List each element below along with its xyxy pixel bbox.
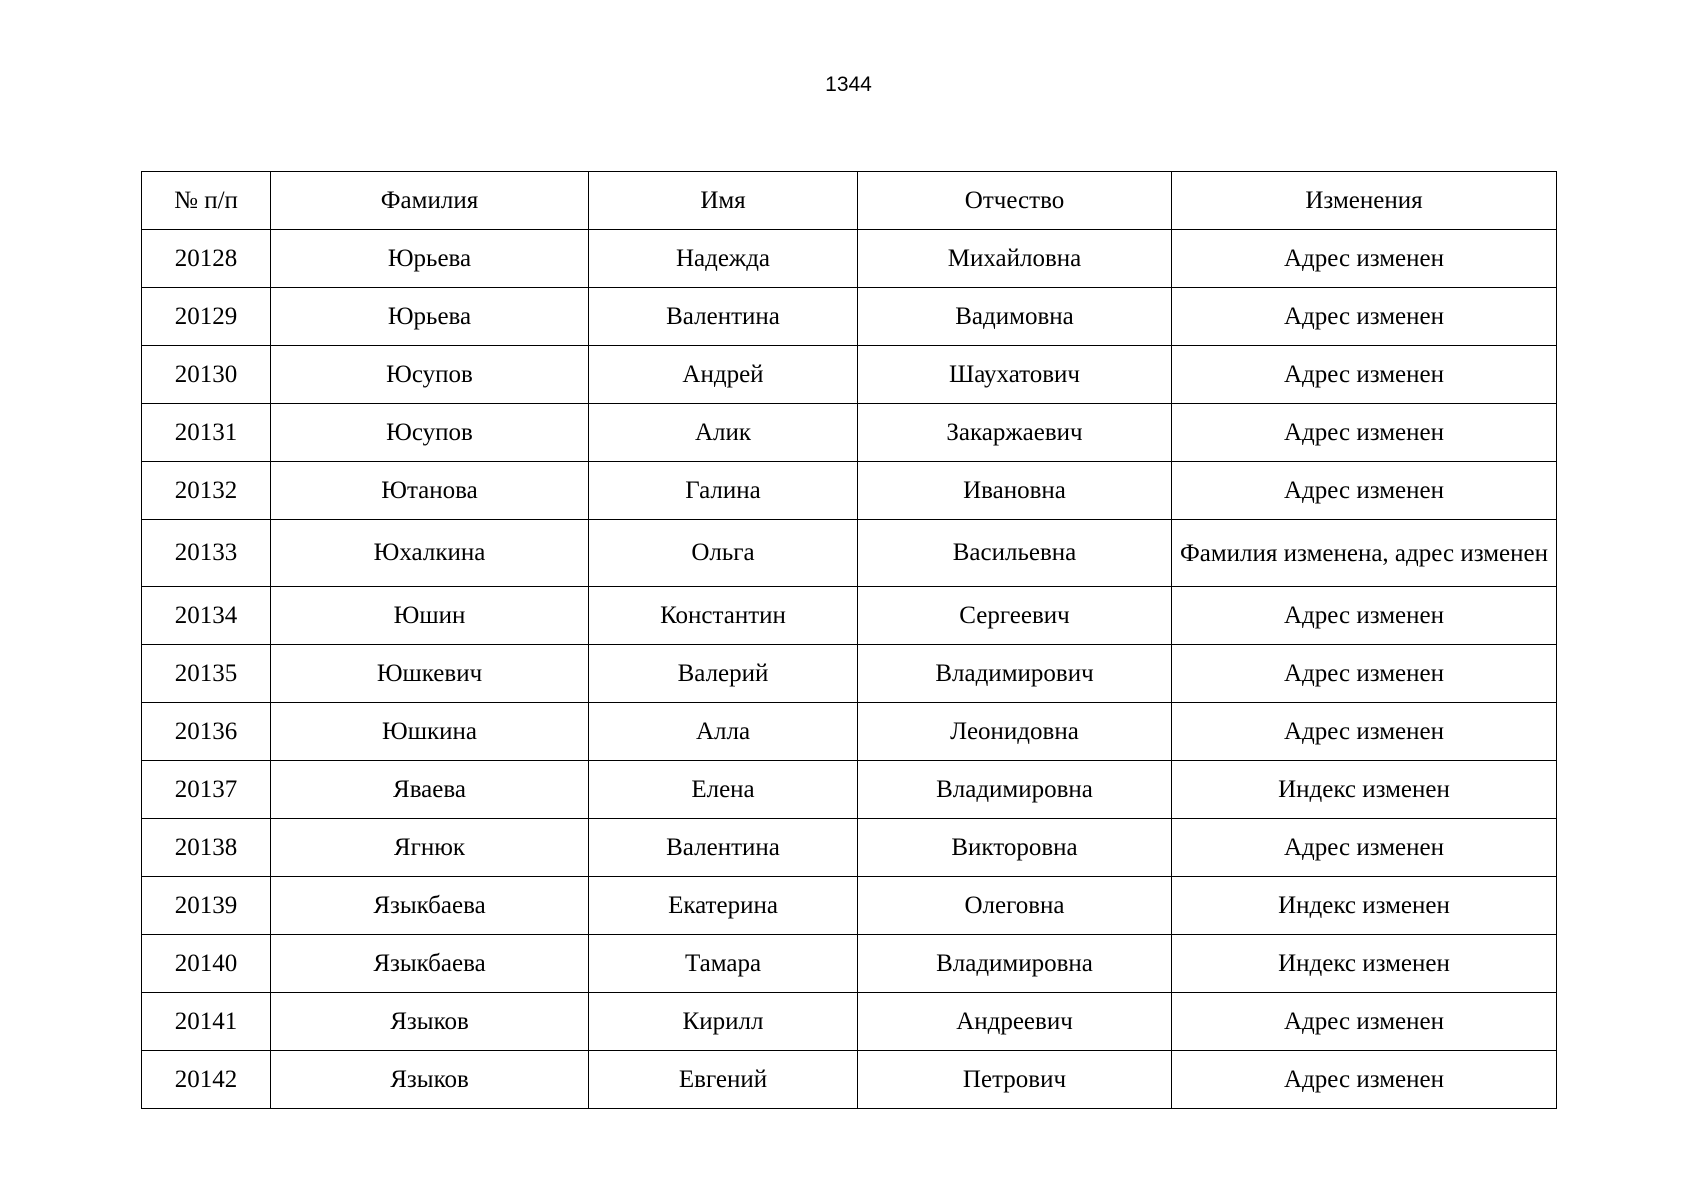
cell-patronymic: Шаухатович [858,346,1172,404]
cell-surname: Юхалкина [271,520,589,587]
cell-number: 20135 [142,645,271,703]
cell-changes: Адрес изменен [1172,404,1557,462]
cell-changes: Адрес изменен [1172,288,1557,346]
table-row [142,520,1557,587]
cell-patronymic: Васильевна [858,520,1172,587]
cell-first-name: Екатерина [589,877,858,935]
cell-surname: Юрьева [271,288,589,346]
header-surname: Фамилия [271,172,589,230]
cell-number: 20133 [142,520,271,587]
cell-patronymic: Петрович [858,1051,1172,1109]
page-number: 1344 [825,73,872,96]
cell-number: 20141 [142,993,271,1051]
table-row [142,404,1557,462]
cell-number: 20128 [142,230,271,288]
registry-table [141,171,1557,1109]
cell-number: 20136 [142,703,271,761]
cell-changes: Фамилия изменена, адрес изменен [1172,520,1557,587]
cell-surname: Ягнюк [271,819,589,877]
cell-changes: Адрес изменен [1172,462,1557,520]
cell-changes: Адрес изменен [1172,587,1557,645]
cell-number: 20138 [142,819,271,877]
cell-first-name: Галина [589,462,858,520]
cell-first-name: Ольга [589,520,858,587]
cell-surname: Ютанова [271,462,589,520]
cell-surname: Юшин [271,587,589,645]
cell-surname: Юшкина [271,703,589,761]
cell-changes: Адрес изменен [1172,993,1557,1051]
header-changes: Изменения [1172,172,1557,230]
cell-changes: Адрес изменен [1172,819,1557,877]
table-row [142,288,1557,346]
cell-surname: Языкбаева [271,935,589,993]
cell-first-name: Валерий [589,645,858,703]
cell-first-name: Андрей [589,346,858,404]
cell-number: 20131 [142,404,271,462]
table-row [142,703,1557,761]
header-number: № п/п [142,172,271,230]
table-row [142,819,1557,877]
cell-patronymic: Вадимовна [858,288,1172,346]
cell-surname: Языков [271,1051,589,1109]
table-row [142,462,1557,520]
cell-first-name: Валентина [589,288,858,346]
cell-first-name: Константин [589,587,858,645]
table-row [142,230,1557,288]
table-row [142,346,1557,404]
header-patronymic: Отчество [858,172,1172,230]
cell-surname: Юрьева [271,230,589,288]
cell-first-name: Евгений [589,1051,858,1109]
cell-changes: Адрес изменен [1172,645,1557,703]
cell-changes: Индекс изменен [1172,761,1557,819]
cell-first-name: Кирилл [589,993,858,1051]
cell-changes: Индекс изменен [1172,877,1557,935]
cell-patronymic: Сергеевич [858,587,1172,645]
table-row [142,761,1557,819]
cell-number: 20137 [142,761,271,819]
cell-first-name: Алла [589,703,858,761]
cell-number: 20134 [142,587,271,645]
cell-first-name: Валентина [589,819,858,877]
cell-number: 20140 [142,935,271,993]
cell-changes: Адрес изменен [1172,230,1557,288]
cell-patronymic: Закаржаевич [858,404,1172,462]
cell-surname: Юсупов [271,346,589,404]
table-row [142,993,1557,1051]
cell-number: 20132 [142,462,271,520]
table-row [142,1051,1557,1109]
cell-patronymic: Владимирович [858,645,1172,703]
cell-changes: Адрес изменен [1172,1051,1557,1109]
cell-number: 20142 [142,1051,271,1109]
cell-patronymic: Леонидовна [858,703,1172,761]
cell-patronymic: Олеговна [858,877,1172,935]
cell-first-name: Елена [589,761,858,819]
cell-first-name: Тамара [589,935,858,993]
cell-number: 20129 [142,288,271,346]
cell-patronymic: Викторовна [858,819,1172,877]
cell-number: 20139 [142,877,271,935]
cell-changes: Индекс изменен [1172,935,1557,993]
table-row [142,645,1557,703]
table-row [142,877,1557,935]
cell-first-name: Надежда [589,230,858,288]
cell-number: 20130 [142,346,271,404]
table-row [142,587,1557,645]
cell-patronymic: Владимировна [858,761,1172,819]
cell-first-name: Алик [589,404,858,462]
cell-patronymic: Ивановна [858,462,1172,520]
table-row [142,935,1557,993]
cell-patronymic: Андреевич [858,993,1172,1051]
cell-changes: Адрес изменен [1172,346,1557,404]
cell-surname: Языкбаева [271,877,589,935]
header-first-name: Имя [589,172,858,230]
cell-surname: Юшкевич [271,645,589,703]
cell-surname: Языков [271,993,589,1051]
cell-changes: Адрес изменен [1172,703,1557,761]
table-header-row [142,172,1557,230]
cell-patronymic: Михайловна [858,230,1172,288]
cell-patronymic: Владимировна [858,935,1172,993]
cell-surname: Юсупов [271,404,589,462]
cell-surname: Яваева [271,761,589,819]
